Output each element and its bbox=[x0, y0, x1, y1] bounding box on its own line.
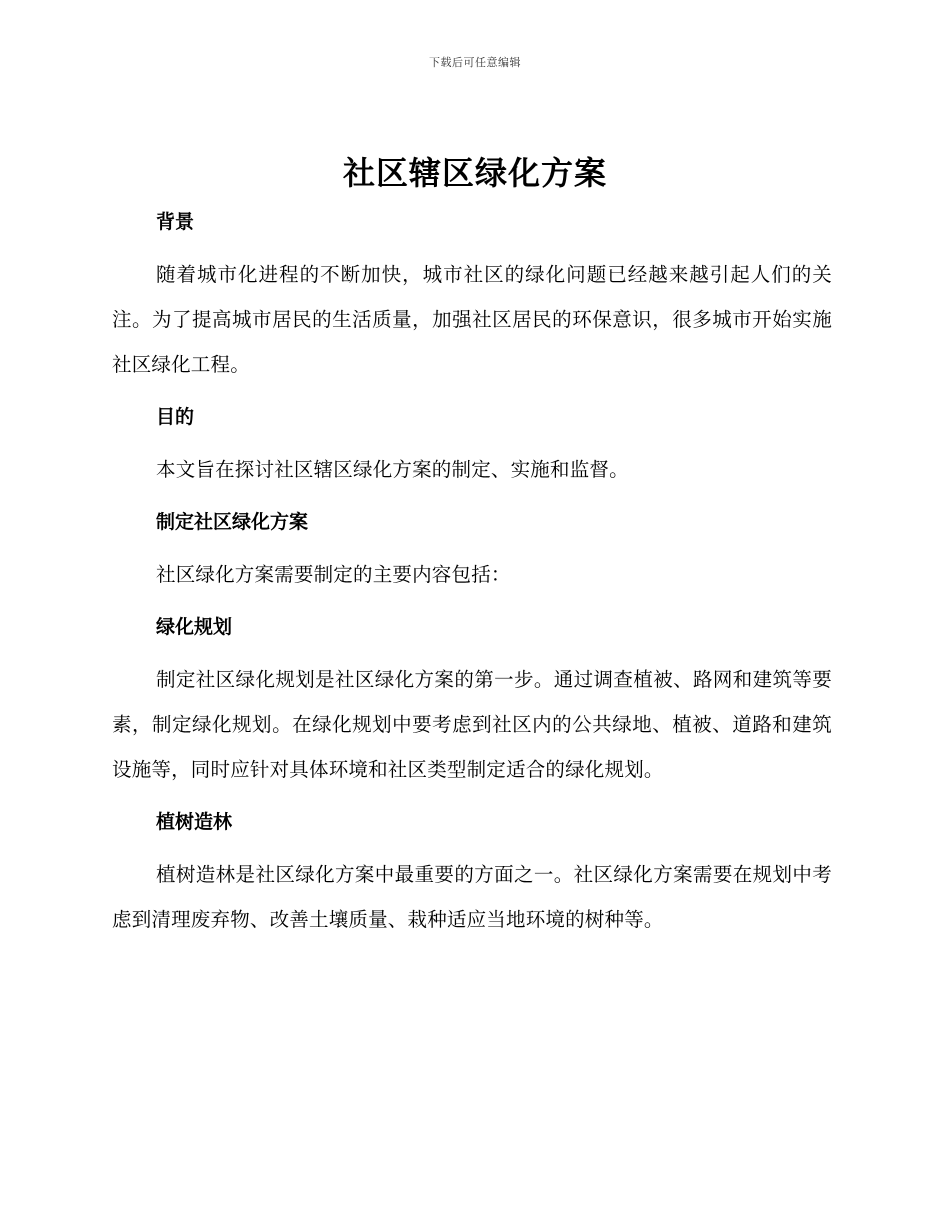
section-greening-planning bbox=[112, 609, 832, 792]
section-heading: 背景 bbox=[156, 211, 195, 233]
section-paragraph: 本文旨在探讨社区辖区绿化方案的制定、实施和监督。 bbox=[156, 458, 629, 481]
section-paragraph: 植树造林是社区绿化方案中最重要的方面之一。社区绿化方案需要在规划中考虑到清理废弃物、改善土壤质量、栽种适应当地环境的树种等。 bbox=[112, 863, 832, 931]
section-plan-formulation bbox=[112, 504, 832, 597]
section-paragraph: 制定社区绿化规划是社区绿化方案的第一步。通过调查植被、路网和建筑等要素，制定绿化规划。在绿化规划中要考虑到社区内的公共绿地、植被、道路和建筑设施等，同时应针对具体环境和社区类型制定适合的绿化规划。 bbox=[112, 668, 832, 781]
section-heading: 制定社区绿化方案 bbox=[156, 511, 309, 533]
section-heading: 目的 bbox=[156, 406, 195, 428]
section-heading: 植树造林 bbox=[156, 811, 233, 833]
header-note: 下载后可任意编辑 bbox=[429, 56, 521, 69]
section-background bbox=[112, 204, 832, 387]
section-purpose bbox=[112, 399, 832, 492]
section-paragraph: 随着城市化进程的不断加快，城市社区的绿化问题已经越来越引起人们的关注。为了提高城市居民的生活质量，加强社区居民的环保意识，很多城市开始实施社区绿化工程。 bbox=[112, 263, 832, 376]
document-title: 社区辖区绿化方案 bbox=[342, 154, 607, 192]
section-paragraph: 社区绿化方案需要制定的主要内容包括： bbox=[156, 563, 511, 586]
document-body bbox=[112, 204, 832, 954]
section-tree-planting bbox=[112, 804, 832, 942]
section-heading: 绿化规划 bbox=[156, 616, 233, 638]
